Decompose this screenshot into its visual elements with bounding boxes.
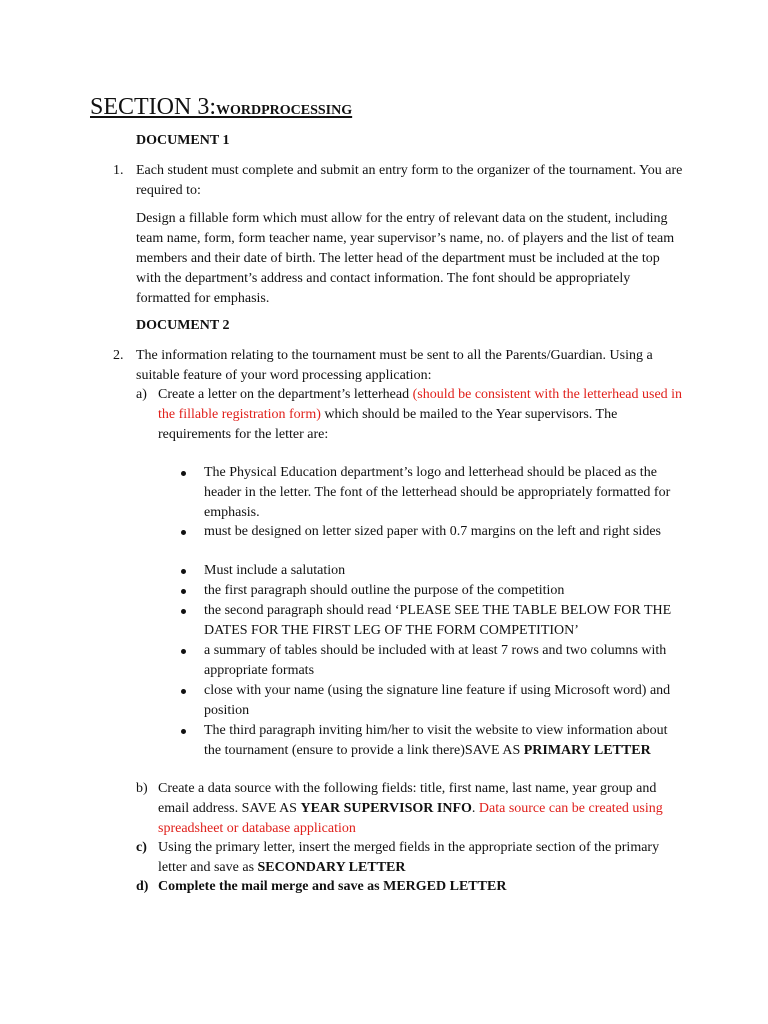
bullet-icon: [181, 471, 186, 476]
item-c-label: c): [136, 840, 147, 855]
requirement-item: must be designed on letter sized paper with 0.7 margins on the left and right sides: [204, 524, 661, 539]
document-1-task: Design a fillable form which must allow for the entry of relevant data on the student, including team name, form, form teacher name, year supervisor’s name, no. of players and the list of team members and their date of birth. The letter head of the department must be included at the top with the department’s address and contact information. The font should be appropriately formatted for emphasis.: [136, 211, 675, 306]
requirement-item: The Physical Education department’s logo and letterhead should be placed as the header in the letter. The font of the letterhead should be appropriately formatted for emphasis.: [204, 465, 671, 520]
item-a-red-note: (should be consistent with the letterhead used in the fillable registration form): [158, 387, 683, 422]
bullet-icon: [181, 609, 186, 614]
item-c-text: [158, 838, 688, 878]
item-b-text: [158, 779, 688, 839]
bullet-icon: [181, 530, 186, 535]
item-a-label: a): [136, 387, 147, 402]
item-number-2: 2.: [113, 348, 124, 363]
item-b-label: b): [136, 781, 148, 796]
section-title: SECTION 3:: [90, 94, 216, 120]
requirement-item: a summary of tables should be included with at least 7 rows and two columns with appropriate formats: [204, 643, 667, 678]
item-a-text-start: Create a letter on the department’s letterhead: [158, 387, 413, 402]
requirement-item: Must include a salutation: [204, 563, 346, 578]
bullet-icon: [181, 589, 186, 594]
bullet-icon: [181, 569, 186, 574]
item-b-red-note: Data source can be created using spreadsheet or database application: [158, 801, 663, 836]
bullet-icon: [181, 649, 186, 654]
item-c-text-start: Using the primary letter, insert the merged fields in the appropriate section of the primary letter and save as: [158, 840, 660, 875]
requirement-item-text: The third paragraph inviting him/her to visit the website to view information about the tournament (ensure to provide a link there)SAVE AS: [204, 723, 668, 758]
item-number-1: 1.: [113, 163, 124, 178]
requirement-item: [204, 721, 684, 761]
item-b-text-start: Create a data source with the following fields: title, first name, last name, year group and email address. SAVE AS: [158, 781, 657, 816]
document-2-heading: DOCUMENT 2: [136, 318, 230, 333]
item-d-label: d): [136, 879, 149, 894]
document-1-intro: Each student must complete and submit an entry form to the organizer of the tournament. You are required to:: [136, 163, 683, 198]
item-c-bold: SECONDARY LETTER: [257, 860, 406, 875]
item-a-text: [158, 385, 688, 445]
section-heading: [90, 94, 352, 124]
bullet-icon: [181, 729, 186, 734]
section-subtitle: WORDPROCESSING: [216, 103, 353, 118]
requirement-item: the second paragraph should read ‘PLEASE SEE THE TABLE BELOW FOR THE DATES FOR THE FIRST LEG OF THE FORM COMPETITION’: [204, 603, 672, 638]
bullet-icon: [181, 689, 186, 694]
item-d-text: Complete the mail merge and save as MERGED LETTER: [158, 879, 507, 894]
item-b-after-bold: .: [471, 801, 479, 816]
requirement-item-bold: PRIMARY LETTER: [523, 743, 651, 758]
document-1-heading: DOCUMENT 1: [136, 133, 230, 148]
item-a-text-end: which should be mailed to the Year supervisors. The requirements for the letter are:: [158, 407, 618, 442]
item-b-bold: YEAR SUPERVISOR INFO: [300, 801, 472, 816]
requirement-item: the first paragraph should outline the purpose of the competition: [204, 583, 565, 598]
requirement-item: close with your name (using the signature line feature if using Microsoft word) and position: [204, 683, 671, 718]
document-2-intro: The information relating to the tournament must be sent to all the Parents/Guardian. Using a suitable feature of your word processing application:: [136, 348, 653, 383]
